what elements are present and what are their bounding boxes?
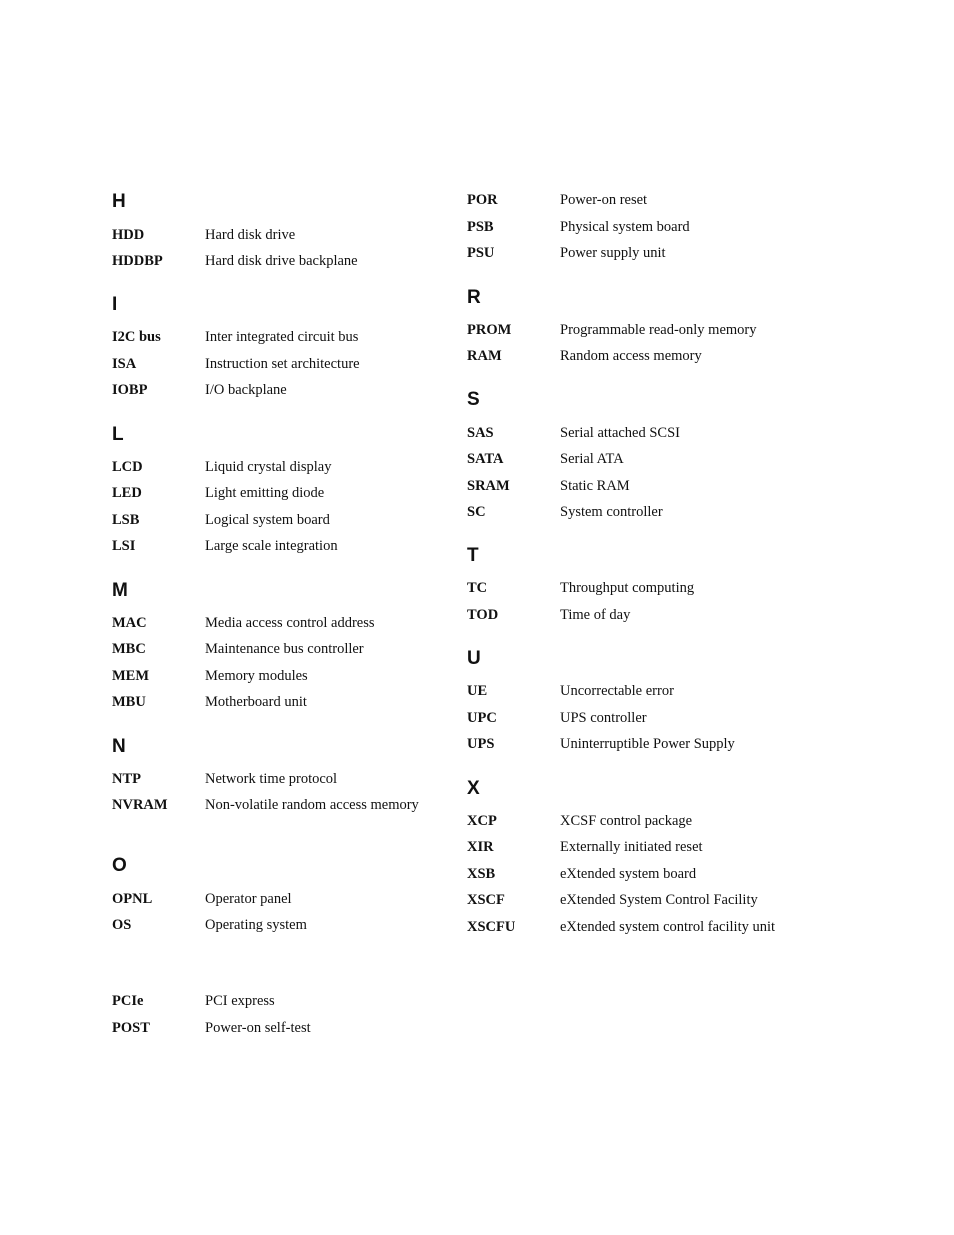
entry-abbreviation: LSI xyxy=(112,538,136,554)
entry-definition: UPS controller xyxy=(560,710,647,726)
entry-abbreviation: PSB xyxy=(467,219,494,235)
entry-abbreviation: NTP xyxy=(112,771,141,787)
entry-definition: Serial attached SCSI xyxy=(560,425,681,441)
section-heading-m: M xyxy=(112,580,128,601)
entry-abbreviation: PCIe xyxy=(112,993,144,1009)
entry-definition: Physical system board xyxy=(560,219,690,235)
entry-definition: Logical system board xyxy=(205,512,330,528)
entry-abbreviation: UPS xyxy=(467,736,495,752)
section-heading-s: S xyxy=(467,389,480,410)
section-heading-o: O xyxy=(112,855,127,876)
entry-definition: Uninterruptible Power Supply xyxy=(560,736,735,752)
entry-definition: eXtended system control facility unit xyxy=(560,919,776,935)
entry-definition: eXtended system board xyxy=(560,866,697,882)
entry-abbreviation: XIR xyxy=(467,839,494,855)
entry-definition: Liquid crystal display xyxy=(205,459,332,475)
entry-abbreviation: POR xyxy=(467,192,498,208)
entry-definition: Operator panel xyxy=(205,891,292,907)
entry-definition: PCI express xyxy=(205,993,275,1009)
entry-definition: Network time protocol xyxy=(205,771,338,787)
entry-definition: Externally initiated reset xyxy=(560,839,703,855)
entry-abbreviation: XSB xyxy=(467,866,496,882)
entry-definition: System controller xyxy=(560,504,663,520)
section-heading-n: N xyxy=(112,736,126,757)
section-heading-u: U xyxy=(467,648,481,669)
entry-definition: eXtended System Control Facility xyxy=(560,892,758,908)
entry-definition: Media access control address xyxy=(205,615,375,631)
entry-abbreviation: TOD xyxy=(467,607,499,623)
entry-abbreviation: MBC xyxy=(112,641,146,657)
entry-definition: Instruction set architecture xyxy=(205,356,360,372)
entry-definition: Operating system xyxy=(205,917,307,933)
entry-abbreviation: SAS xyxy=(467,425,494,441)
entry-definition: Throughput computing xyxy=(560,580,695,596)
entry-abbreviation: ISA xyxy=(112,356,137,372)
entry-abbreviation: SC xyxy=(467,504,486,520)
entry-definition: Hard disk drive xyxy=(205,227,296,243)
entry-definition: Motherboard unit xyxy=(205,694,307,710)
section-heading-t: T xyxy=(467,545,479,566)
entry-abbreviation: SRAM xyxy=(467,478,510,494)
entry-definition: Power-on self-test xyxy=(205,1020,311,1036)
entry-definition: Uncorrectable error xyxy=(560,683,674,699)
entry-abbreviation: I2C bus xyxy=(112,329,161,345)
entry-abbreviation: OS xyxy=(112,917,132,933)
section-heading-x: X xyxy=(467,778,480,799)
entry-abbreviation: LCD xyxy=(112,459,143,475)
entry-abbreviation: LSB xyxy=(112,512,140,528)
section-heading-l: L xyxy=(112,424,124,445)
section-heading-i: I xyxy=(112,294,118,315)
entry-abbreviation: UPC xyxy=(467,710,497,726)
entry-abbreviation: SATA xyxy=(467,451,504,467)
entry-abbreviation: XSCF xyxy=(467,892,505,908)
entry-abbreviation: XCP xyxy=(467,813,497,829)
entry-definition: I/O backplane xyxy=(205,382,287,398)
entry-abbreviation: TC xyxy=(467,580,488,596)
entry-definition: XCSF control package xyxy=(560,813,693,829)
entry-definition: Random access memory xyxy=(560,348,702,364)
entry-abbreviation: RAM xyxy=(467,348,502,364)
entry-definition: Large scale integration xyxy=(205,538,338,554)
entry-abbreviation: XSCFU xyxy=(467,919,516,935)
entry-abbreviation: PROM xyxy=(467,322,512,338)
entry-definition: Inter integrated circuit bus xyxy=(205,329,359,345)
section-heading-r: R xyxy=(467,287,481,308)
entry-definition: Memory modules xyxy=(205,668,308,684)
entry-abbreviation: MBU xyxy=(112,694,146,710)
entry-abbreviation: MEM xyxy=(112,668,150,684)
entry-abbreviation: HDDBP xyxy=(112,253,163,269)
section-heading-h: H xyxy=(112,191,126,212)
entry-definition: Static RAM xyxy=(560,478,630,494)
entry-abbreviation: IOBP xyxy=(112,382,148,398)
entry-definition: Maintenance bus controller xyxy=(205,641,364,657)
entry-definition: Non-volatile random access memory xyxy=(205,797,419,813)
entry-definition: Serial ATA xyxy=(560,451,624,467)
entry-definition: Time of day xyxy=(560,607,631,623)
entry-definition: Programmable read-only memory xyxy=(560,322,757,338)
entry-definition: Power-on reset xyxy=(560,192,648,208)
entry-definition: Hard disk drive backplane xyxy=(205,253,358,269)
entry-abbreviation: NVRAM xyxy=(112,797,168,813)
entry-abbreviation: HDD xyxy=(112,227,145,243)
entry-abbreviation: OPNL xyxy=(112,891,153,907)
entry-abbreviation: LED xyxy=(112,485,142,501)
entry-abbreviation: MAC xyxy=(112,615,147,631)
entry-abbreviation: PSU xyxy=(467,245,495,261)
entry-definition: Power supply unit xyxy=(560,245,666,261)
entry-abbreviation: UE xyxy=(467,683,488,699)
entry-abbreviation: POST xyxy=(112,1020,150,1036)
entry-definition: Light emitting diode xyxy=(205,485,325,501)
